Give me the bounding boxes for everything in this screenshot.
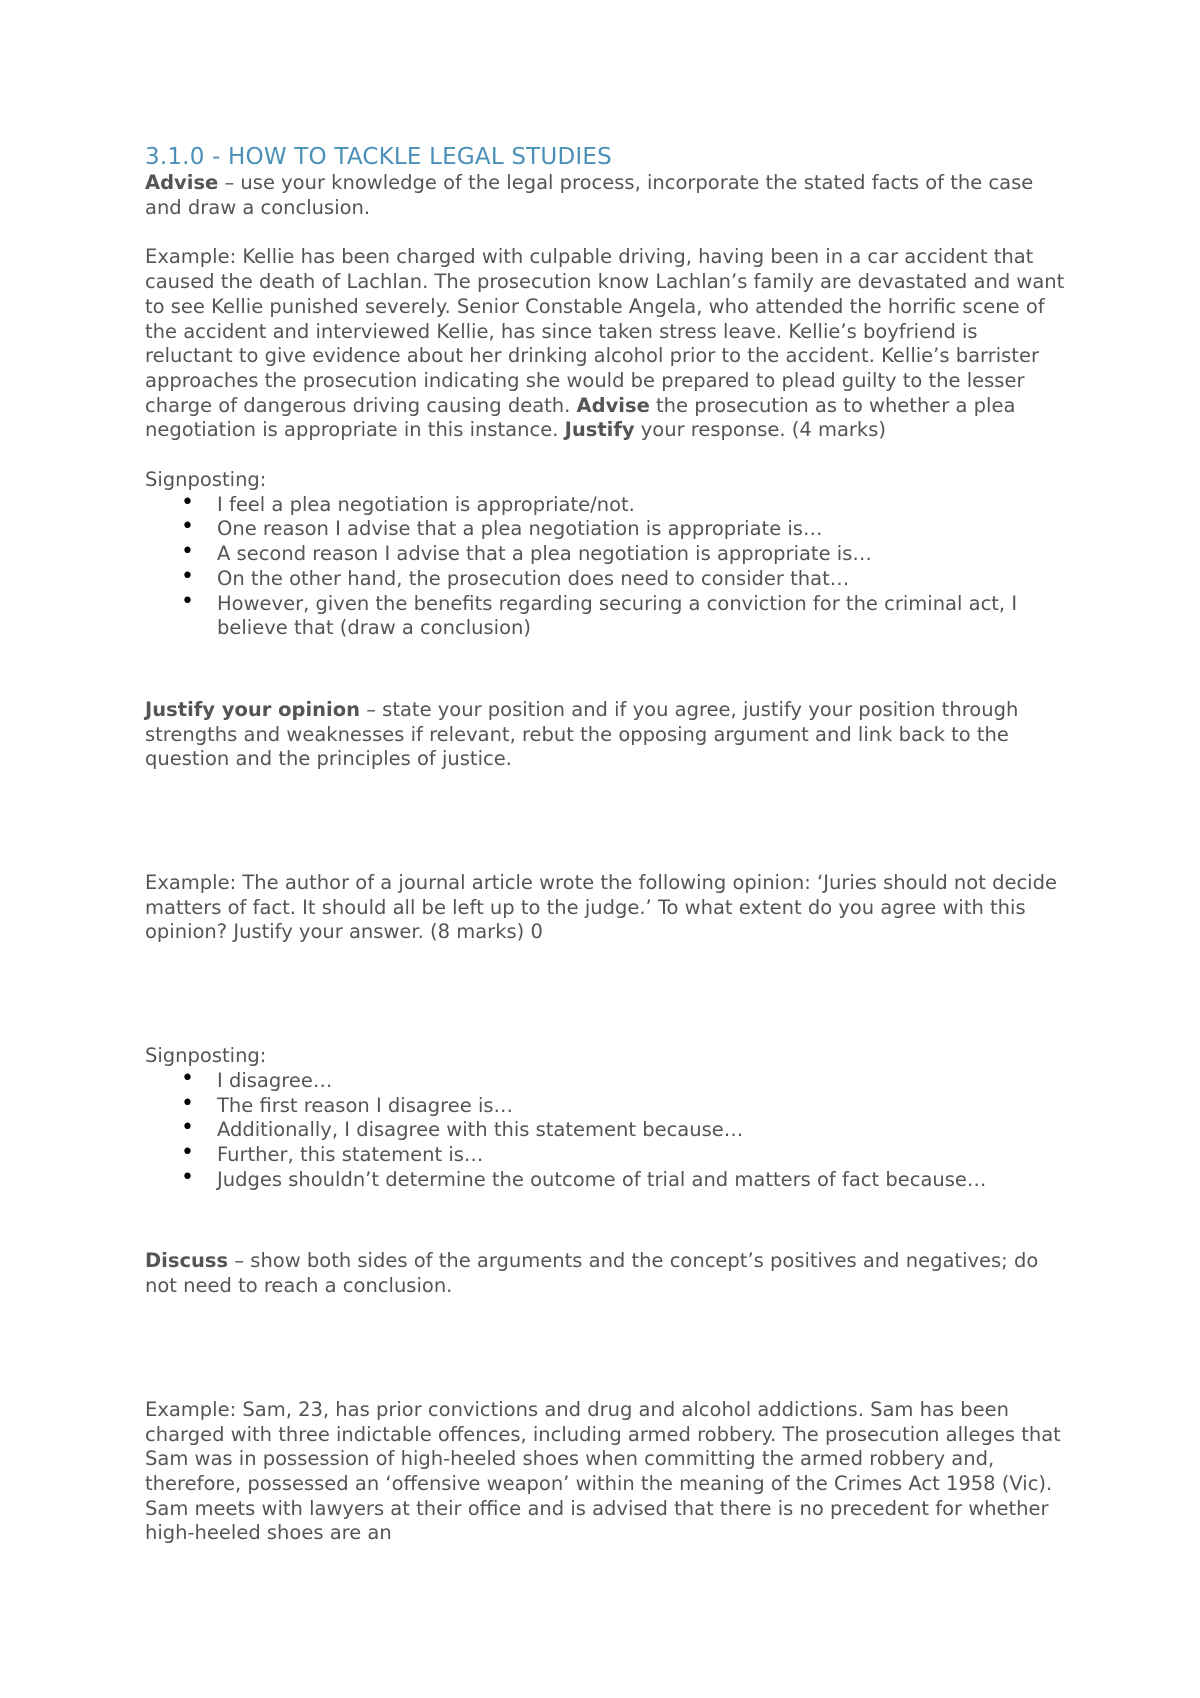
list-item: • I disagree…	[217, 1069, 1065, 1094]
advise-signposting-label: Signposting:	[145, 468, 267, 492]
advise-example-bold-justify: Justify	[564, 418, 635, 442]
advise-signposting-list	[145, 493, 1065, 641]
advise-example-mid: the prosecution as to whether a plea negotiation is appropriate in this instance.	[145, 393, 1016, 442]
discuss-example: Example: Sam, 23, has prior convictions and drug and alcohol addictions. Sam has been charged with three indictable offences, including armed robbery. The prosecution alleges that Sam was in possession of high-heeled shoes when committing the armed robbery and, therefore, possessed an ‘offensive weapon’ within the meaning of the Crimes Act 1958 (Vic). Sam meets with lawyers at their office and is advised that there is no precedent for whether high-heeled shoes are an	[145, 1397, 1061, 1545]
list-item: • A second reason I advise that a plea negotiation is appropriate is…	[217, 542, 1065, 567]
advise-definition-text: – use your knowledge of the legal process, incorporate the stated facts of the case and draw a conclusion.	[145, 171, 1034, 219]
list-item: • Additionally, I disagree with this statement because…	[217, 1118, 1065, 1143]
list-item: • One reason I advise that a plea negotiation is appropriate is…	[217, 517, 1065, 542]
justify-definition-text: – state your position and if you agree, justify your position through strengths and weaknesses if relevant, rebut the opposing argument and link back to the question and the principles of justice.	[145, 697, 1019, 771]
justify-signposting-list	[145, 1069, 1065, 1193]
advise-definition	[145, 171, 1065, 220]
list-item: • The first reason I disagree is…	[217, 1094, 1065, 1119]
justify-term: Justify your opinion	[145, 697, 361, 721]
advise-term: Advise	[145, 171, 219, 194]
discuss-definition-text: – show both sides of the arguments and the concept’s positives and negatives; do not need to reach a conclusion.	[145, 1249, 1039, 1298]
document-page	[145, 143, 1065, 1546]
advise-example-bold-advise: Advise	[576, 393, 650, 417]
justify-definition	[145, 698, 1065, 772]
list-item: • Further, this statement is…	[217, 1143, 1065, 1168]
advise-example-text: Example: Kellie has been charged with culpable driving, having been in a car accident that caused the death of Lachlan. The prosecution know Lachlan’s family are devastated and want to see Kellie punished severely. Senior Constable Angela, who attended the horrific scene of the accident and interviewed Kellie, has since taken stress leave. Kellie’s boyfriend is reluctant to give evidence about her drinking alcohol prior to the accident. Kellie’s barrister approaches the prosecution indicating she would be prepared to plead guilty to the lesser charge of dangerous driving causing death.	[145, 245, 1065, 417]
advise-example	[145, 245, 1065, 443]
justify-signposting-label: Signposting:	[145, 1044, 267, 1068]
advise-example-end: your response. (4 marks)	[634, 418, 886, 442]
list-item: • On the other hand, the prosecution does need to consider that…	[217, 567, 1065, 592]
list-item: • However, given the benefits regarding securing a conviction for the criminal act, I believe that (draw a conclusion)	[217, 592, 1065, 641]
discuss-definition	[145, 1249, 1065, 1298]
justify-example: Example: The author of a journal article wrote the following opinion: ‘Juries should not decide matters of fact. It should all be left up to the judge.’ To what extent do you agree with this opinion? Justify your answer. (8 marks) 0	[145, 871, 1057, 944]
page-title: 3.1.0 - HOW TO TACKLE LEGAL STUDIES	[145, 144, 612, 170]
discuss-term: Discuss	[145, 1249, 229, 1273]
list-item: • Judges shouldn’t determine the outcome of trial and matters of fact because…	[217, 1168, 1065, 1193]
list-item: • I feel a plea negotiation is appropriate/not.	[217, 493, 1065, 518]
